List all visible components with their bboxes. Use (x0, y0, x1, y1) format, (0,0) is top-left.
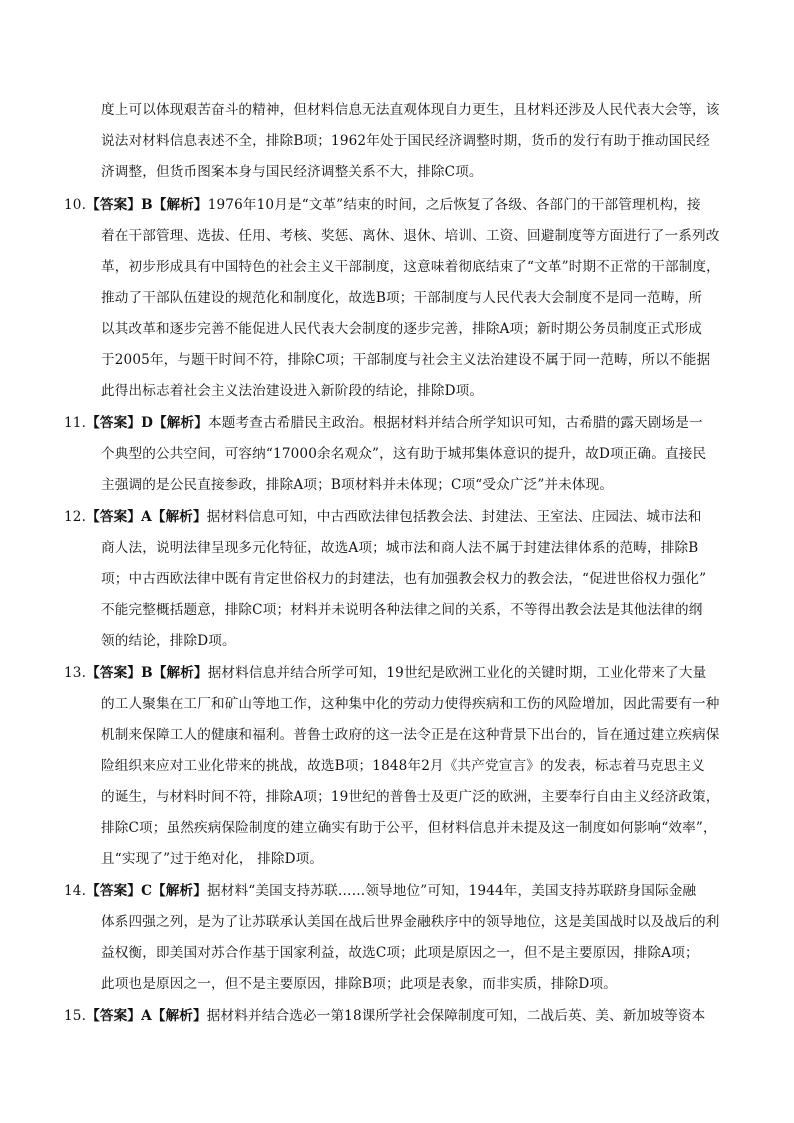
answer-tag: 【答案】 (86, 883, 142, 899)
answer-item-14-header (64, 881, 696, 901)
answer-letter: A (141, 509, 152, 525)
analysis-line: 领的结论，排除D项。 (101, 633, 236, 649)
analysis-text: 据材料信息可知，中古西欧法律包括教会法、封建法、王室法、庄园法、城市法和 (206, 509, 702, 525)
item-number: 13. (64, 665, 87, 681)
analysis-tag: 【解析】 (152, 665, 208, 681)
analysis-line: 项；中古西欧法律中既有肯定世俗权力的封建法，也有加强教会权力的教会法，“促进世俗权力强化” (101, 571, 707, 587)
analysis-tag: 【解析】 (151, 1008, 207, 1024)
analysis-line: 主强调的是公民直接参政，排除A项；B项材料并未体现；C项“受众广泛”并未体现。 (101, 477, 614, 493)
answer-tag: 【答案】 (86, 665, 142, 681)
answer-tag: 【答案】 (86, 509, 142, 525)
analysis-text: 据材料“美国支持苏联……领导地位”可知，1944年，美国支持苏联跻身国际金融 (207, 883, 697, 899)
analysis-line: 个典型的公共空间，可容纳“17000余名观众”，这有助于城邦集体意识的提升，故D项正确。直接民 (101, 446, 707, 462)
analysis-line: 险组织来应对工业化带来的挑战，故选B项；1848年2月《共产党宣言》的发表，标志着马克思主义 (101, 758, 705, 774)
analysis-line: 排除C项；虽然疾病保险制度的建立确实有助于公平，但材料信息并未提及这一制度如何影响“效率”， (101, 820, 717, 836)
analysis-line: 着在干部管理、选拔、任用、考核、奖惩、离休、退休、培训、工资、回避制度等方面进行了一系列改 (101, 228, 720, 244)
answer-letter: B (141, 197, 153, 213)
analysis-tag: 【解析】 (153, 415, 208, 431)
answer-letter: B (141, 665, 153, 681)
continuation-line: 济调整，但货币图案本身与国民经济调整关系不大，排除C项。 (101, 164, 483, 180)
answer-letter: A (141, 1008, 152, 1024)
continuation-line: 说法对材料信息表述不全，排除B项；1962年处于国民经济调整时期，货币的发行有助于推动国民经 (101, 133, 710, 149)
item-number: 12. (64, 509, 87, 525)
analysis-line: 此项也是原因之一，但不是主要原因，排除B项；此项是表象，而非实质，排除D项。 (101, 976, 617, 992)
answer-item-13-header (64, 663, 706, 683)
analysis-line: 以其改革和逐步完善不能促进人民代表大会制度的逐步完善，排除A项；新时期公务员制度正式形成 (101, 321, 702, 337)
analysis-line: 推动了干部队伍建设的规范化和制度化，故选B项；干部制度与人民代表大会制度不是同一范畴，所 (101, 290, 703, 306)
answer-tag: 【答案】 (86, 415, 142, 431)
analysis-line: 且“实现了”过于绝对化， 排除D项。 (101, 851, 324, 867)
analysis-text: 1976年10月是“文革”结束的时间，之后恢复了各级、各部门的干部管理机构，接 (207, 197, 701, 213)
item-number: 14. (64, 883, 87, 899)
analysis-line: 商人法，说明法律呈现多元化特征，故选A项；城市法和商人法不属于封建法律体系的范畴，排除B (101, 540, 699, 556)
analysis-tag: 【解析】 (152, 883, 208, 899)
continuation-line: 度上可以体现艰苦奋斗的精神，但材料信息无法直观体现自力更生，且材料还涉及人民代表大会等，该 (101, 102, 720, 118)
analysis-line: 体系四强之列，是为了让苏联承认美国在战后世界金融秩序中的领导地位，这是美国战时以及战后的利 (101, 914, 720, 930)
answer-letter: D (141, 415, 154, 431)
analysis-line: 于2005年，与题干时间不符，排除C项；干部制度与社会主义法治建设不属于同一范畴，所以不能据 (101, 352, 711, 368)
answer-item-12-header (64, 507, 702, 527)
analysis-line: 此得出标志着社会主义法治建设进入新阶段的结论，排除D项。 (101, 383, 484, 399)
answer-item-10-header (64, 195, 701, 215)
item-number: 10. (64, 197, 87, 213)
answer-tag: 【答案】 (86, 197, 142, 213)
answer-item-15-header (64, 1006, 705, 1026)
answer-tag: 【答案】 (86, 1008, 142, 1024)
analysis-tag: 【解析】 (152, 197, 208, 213)
analysis-text: 据材料并结合选必一第18课所学社会保障制度可知，二战后英、美、新加坡等资本 (206, 1008, 706, 1024)
analysis-line: 不能完整概括题意，排除C项；材料并未说明各种法律之间的关系，不等得出教会法是其他法律的纲 (101, 602, 703, 618)
item-number: 11. (64, 415, 87, 431)
analysis-text: 本题考查古希腊民主政治。根据材料并结合所学知识可知，古希腊的露天剧场是一 (208, 415, 703, 431)
analysis-line: 的诞生，与材料时间不符，排除A项；19世纪的普鲁士及更广泛的欧洲，主要奉行自由主义经济政策， (101, 789, 720, 805)
answer-item-11-header (64, 413, 703, 433)
analysis-tag: 【解析】 (151, 509, 207, 525)
item-number: 15. (64, 1008, 87, 1024)
answer-letter: C (141, 883, 153, 899)
analysis-line: 革，初步形成具有中国特色的社会主义干部制度，这意味着彻底结束了“文革”时期不正常的干部制度， (101, 259, 720, 275)
analysis-text: 据材料信息并结合所学可知，19世纪是欧洲工业化的关键时期，工业化带来了大量 (207, 665, 707, 681)
analysis-line: 的工人聚集在工厂和矿山等地工作，这种集中化的劳动力使得疾病和工伤的风险增加，因此需要有一种 (101, 696, 720, 712)
analysis-line: 机制来保障工人的健康和福利。普鲁士政府的这一法令正是在这种背景下出台的，旨在通过建立疾病保 (101, 727, 720, 743)
analysis-line: 益权衡，即美国对苏合作基于国家利益，故选C项；此项是原因之一，但不是主要原因，排除A项； (101, 945, 699, 961)
